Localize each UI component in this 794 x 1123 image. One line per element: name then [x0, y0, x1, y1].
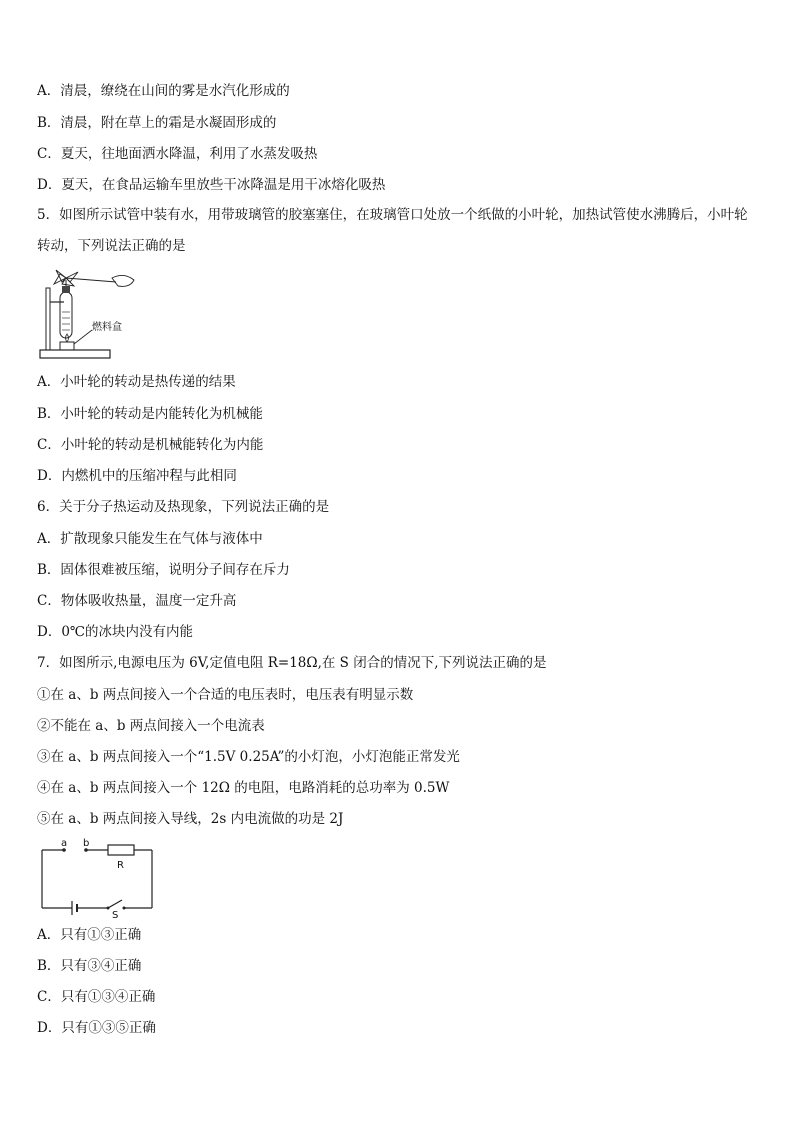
circuit-diagram-figure [36, 838, 158, 918]
q7-option-a: A．只有①③正确 [37, 927, 142, 943]
switch-lever [108, 900, 122, 908]
q5-option-a: A．小叶轮的转动是热传递的结果 [37, 374, 236, 390]
q6-option-c: C．物体吸收热量，温度一定升高 [37, 593, 237, 609]
fuel-box-label: 燃料盒 [92, 322, 122, 333]
test-tube-pinwheel-figure [38, 268, 148, 360]
q4-option-d: D．夏天，在食品运输车里放些干冰降温是用干冰熔化吸热 [37, 177, 386, 193]
q5-option-c: C．小叶轮的转动是机械能转化为内能 [37, 437, 264, 453]
q7-option-c: C．只有①③④正确 [37, 989, 156, 1005]
q7-statement-4: ④在 a、b 两点间接入一个 12Ω 的电阻，电路消耗的总功率为 0.5W [37, 780, 450, 796]
q5-option-b: B．小叶轮的转动是内能转化为机械能 [37, 406, 263, 422]
q6-stem: 6．关于分子热运动及热现象，下列说法正确的是 [37, 499, 330, 515]
q5-stem: 5．如图所示试管中装有水，用带玻璃管的胶塞塞住，在玻璃管口处放一个纸做的小叶轮，加热试管使水沸腾后，小叶轮转动，下列说法正确的是 [37, 207, 748, 254]
resistor-symbol [108, 845, 134, 855]
q4-option-b: B．清晨，附在草上的霜是水凝固形成的 [37, 115, 277, 131]
q7-statement-1: ①在 a、b 两点间接入一个合适的电压表时，电压表有明显示数 [37, 687, 414, 703]
q4-option-a: A．清晨，缭绕在山间的雾是水汽化形成的 [37, 83, 290, 99]
q7-option-d: D．只有①③⑤正确 [37, 1020, 156, 1036]
q7-statement-3: ③在 a、b 两点间接入一个“1.5V 0.25A”的小灯泡，小灯泡能正常发光 [37, 749, 460, 765]
q6-option-a: A．扩散现象只能发生在气体与液体中 [37, 531, 263, 547]
q7-statement-5: ⑤在 a、b 两点间接入导线，2s 内电流做的功是 2J [37, 811, 344, 827]
q6-option-b: B．固体很难被压缩，说明分子间存在斥力 [37, 562, 290, 578]
q4-option-c: C．夏天，往地面洒水降温，利用了水蒸发吸热 [37, 146, 318, 162]
q7-stem: 7．如图所示,电源电压为 6V,定值电阻 R=18Ω,在 S 闭合的情况下,下列说法正确的是 [37, 655, 547, 671]
point-b-label: b [83, 838, 90, 849]
q7-statement-2: ②不能在 a、b 两点间接入一个电流表 [37, 718, 265, 734]
resistor-label: R [117, 860, 124, 871]
q6-option-d: D．0℃的冰块内没有内能 [37, 624, 194, 640]
q7-option-b: B．只有③④正确 [37, 958, 142, 974]
point-a-label: a [61, 838, 68, 849]
switch-label: S [112, 910, 119, 918]
q5-option-d: D．内燃机中的压缩冲程与此相同 [37, 468, 237, 484]
